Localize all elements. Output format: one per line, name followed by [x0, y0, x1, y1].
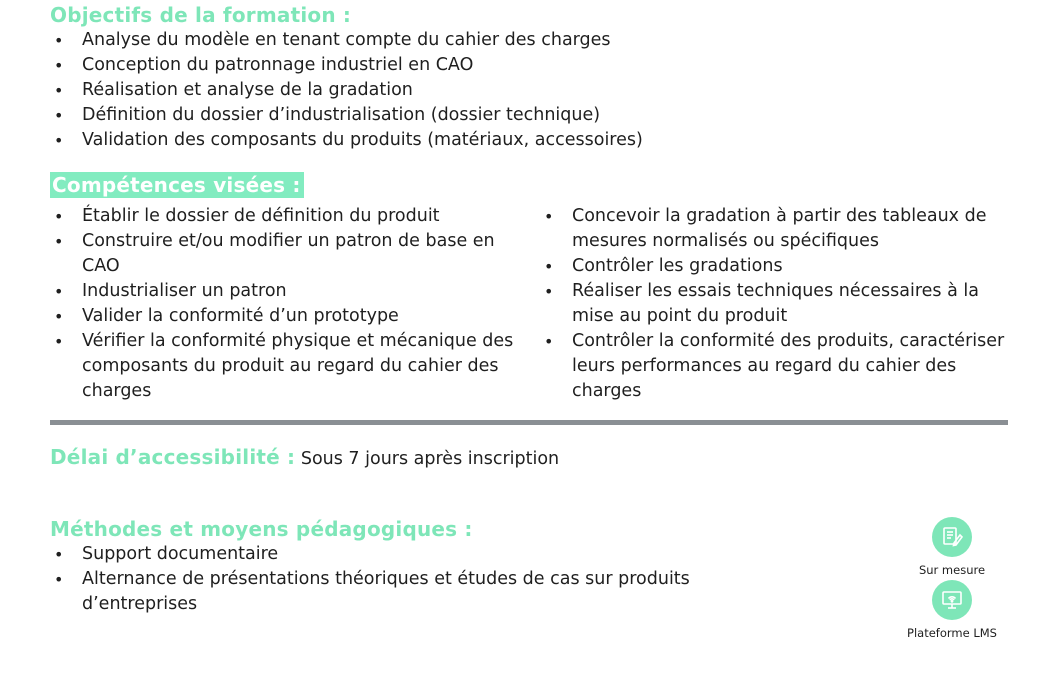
lms-monitor-icon [932, 580, 972, 620]
objectives-list [50, 28, 810, 153]
custom-document-pen-icon [932, 517, 972, 557]
badge-label: Plateforme LMS [907, 626, 997, 640]
competences-heading: Compétences visées : [50, 172, 304, 198]
list-item: • Analyse du modèle en tenant compte du cahier des charges [50, 28, 810, 53]
list-item: • Conception du patronnage industriel en CAO [50, 53, 810, 78]
list-item: • Vérifier la conformité physique et mécanique des composants du produit au regard du cahier des charges [50, 329, 520, 404]
competences-list-right [540, 204, 1020, 404]
list-item: • Validation des composants du produits (matériaux, accessoires) [50, 128, 810, 153]
badge-plateforme-lms [892, 580, 1012, 640]
list-item: • Contrôler la conformité des produits, caractériser leurs performances au regard du cahier des charges [540, 329, 1020, 404]
list-item: • Réaliser les essais techniques nécessaires à la mise au point du produit [540, 279, 1020, 329]
list-item: • Concevoir la gradation à partir des tableaux de mesures normalisés ou spécifiques [540, 204, 1020, 254]
accessibility-label: Délai d’accessibilité : [50, 445, 296, 469]
methods-heading: Méthodes et moyens pédagogiques : [50, 517, 473, 541]
section-divider [50, 420, 1008, 425]
accessibility-line [50, 445, 559, 469]
list-item: • Support documentaire [50, 542, 770, 567]
competences-list-left [50, 204, 520, 404]
list-item: • Contrôler les gradations [540, 254, 1020, 279]
methods-list [50, 542, 770, 617]
list-item: • Alternance de présentations théoriques et études de cas sur produits d’entreprises [50, 567, 770, 617]
badge-sur-mesure [892, 517, 1012, 577]
list-item: • Valider la conformité d’un prototype [50, 304, 520, 329]
list-item: • Définition du dossier d’industrialisation (dossier technique) [50, 103, 810, 128]
accessibility-value: Sous 7 jours après inscription [300, 449, 560, 469]
list-item: • Industrialiser un patron [50, 279, 520, 304]
list-item: • Établir le dossier de définition du produit [50, 204, 520, 229]
badge-label: Sur mesure [918, 563, 986, 577]
list-item: • Construire et/ou modifier un patron de base en CAO [50, 229, 520, 279]
objectives-heading: Objectifs de la formation : [50, 3, 352, 27]
list-item: • Réalisation et analyse de la gradation [50, 78, 810, 103]
